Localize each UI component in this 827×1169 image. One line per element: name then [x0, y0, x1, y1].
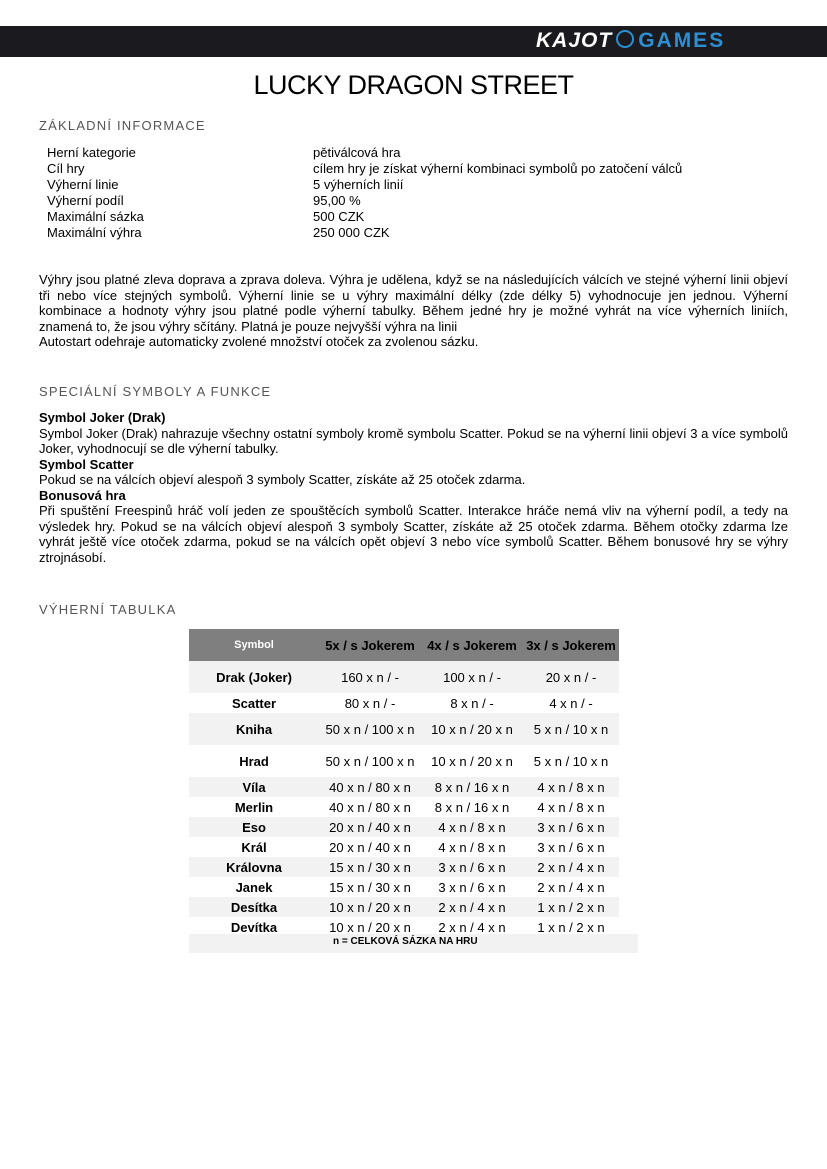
payout-cell: 20 x n / - [523, 661, 619, 693]
payout-cell: 2 x n / 4 x n [537, 879, 605, 895]
payout-cell: 10 x n / 20 x n [431, 753, 513, 769]
info-label: Herní kategorie [47, 145, 136, 160]
info-value: pětiválcová hra [313, 145, 401, 160]
payout-cell: 160 x n / - [319, 661, 421, 693]
payout-cell: 50 x n / 100 x n [319, 713, 421, 745]
payout-cell: 3 x n / 6 x n [438, 879, 506, 895]
payout-cell: 1 x n / 2 x n [537, 919, 605, 935]
symbol-cell: Hrad [239, 753, 269, 769]
info-row [47, 225, 682, 241]
info-row [47, 193, 682, 209]
table-row [189, 897, 619, 917]
info-row [47, 177, 682, 193]
page-title: LUCKY DRAGON STREET [253, 70, 574, 100]
symbol-cell: Eso [189, 817, 319, 837]
section-special-heading: SPECIÁLNÍ SYMBOLY A FUNKCE [39, 384, 272, 399]
info-value: 5 výherních linií [313, 177, 404, 192]
table-row [189, 817, 619, 837]
symbol-cell: Drak (Joker) [189, 661, 319, 693]
payout-cell: 2 x n / 4 x n [421, 897, 523, 917]
payout-cell: 40 x n / 80 x n [329, 799, 411, 815]
payout-cell: 3 x n / 6 x n [523, 817, 619, 837]
symbol-cell: Devítka [230, 919, 278, 935]
symbol-cell: Víla [189, 777, 319, 797]
payout-cell: 80 x n / - [344, 695, 396, 711]
symbol-cell: Merlin [234, 799, 274, 815]
payout-cell: 1 x n / 2 x n [523, 897, 619, 917]
payout-cell: 10 x n / 20 x n [329, 919, 411, 935]
special-text: Při spuštění Freespinů hráč volí jeden ze spouštěcích symbolů Scatter. Interakce hráče nemá vliv na výherní podíl, a tedy na výsledek hry. Pokud se na válcích objeví alespoň 3 symboly Scatter, získáte až 25 otoček zdarma. Během otočky zdarma lze vyhrát ještě více otoček zdarma, pokud se na válcích opět objeví 3 nebo více symbolů Scatter. Během bonusové hry se výhry ztrojnásobí. [39, 503, 788, 565]
payout-cell: 10 x n / 20 x n [319, 897, 421, 917]
rules-paragraph: Výhry jsou platné zleva doprava a zprava doleva. Výhra je udělena, když se na následujících válcích ve stejné výherní linii objeví tři nebo více stejných symbolů. Výherní linie se u výhry maximální délky (zde délky 5) vyhodnocuje jen jednou. Výherní kombinace a hodnoty výhry jsou platné podle výherní tabulky. Během jedné hry je možné vyhrát na více výherních liniích, znamená to, že jsou výhry sčítány. Platná je pouze nejvyšší výhra na linii [39, 272, 788, 334]
paytable-footnote [189, 934, 638, 953]
payout-cell: 4 x n / 8 x n [421, 817, 523, 837]
payout-cell: 100 x n / - [421, 661, 523, 693]
info-row [47, 209, 682, 225]
payout-cell: 10 x n / 20 x n [421, 713, 523, 745]
footnote-text: n = CELKOVÁ SÁZKA NA HRU [333, 936, 478, 947]
table-row [189, 837, 619, 857]
payout-cell: 5 x n / 10 x n [523, 713, 619, 745]
logo-text: KAJOT [536, 29, 613, 52]
rules-text [39, 272, 788, 350]
info-row [47, 145, 682, 161]
table-row [189, 745, 619, 777]
basic-info-list [47, 145, 682, 241]
special-symbols [39, 410, 788, 565]
info-value: 95,00 % [313, 193, 361, 208]
special-text: Symbol Joker (Drak) nahrazuje všechny ostatní symboly kromě symbolu Scatter. Pokud se na výherní linii objeví 3 a více symbolů Joker, vyhodnocují se dle výherní tabulky. [39, 425, 788, 456]
info-label: Výherní podíl [47, 193, 124, 208]
info-value: cílem hry je získat výherní kombinaci symbolů po zatočení válců [313, 161, 683, 176]
table-row [189, 797, 619, 817]
info-label: Maximální sázka [47, 209, 144, 224]
payout-cell: 50 x n / 100 x n [325, 753, 415, 769]
payout-cell: 15 x n / 30 x n [329, 879, 411, 895]
symbol-cell: Janek [235, 879, 273, 895]
info-row [47, 161, 682, 177]
symbol-cell: Kniha [189, 713, 319, 745]
symbol-cell: Desítka [189, 897, 319, 917]
globe-icon [616, 30, 634, 48]
info-label: Maximální výhra [47, 225, 142, 240]
payout-cell: 8 x n / - [450, 695, 494, 711]
table-row [189, 713, 619, 745]
payout-cell: 8 x n / 16 x n [421, 777, 523, 797]
symbol-cell: Královna [189, 857, 319, 877]
payout-cell: 4 x n / 8 x n [537, 799, 605, 815]
info-label: Cíl hry [47, 161, 85, 176]
info-label: Výherní linie [47, 177, 119, 192]
payout-cell: 4 x n / 8 x n [523, 777, 619, 797]
rules-paragraph: Autostart odehraje automaticky zvolené množství otoček za zvolenou sázku. [39, 334, 479, 349]
header-symbol: Symbol [189, 629, 319, 661]
payout-cell: 2 x n / 4 x n [438, 919, 506, 935]
paytable [189, 629, 619, 937]
table-row [189, 857, 619, 877]
table-row [189, 693, 619, 713]
payout-cell: 15 x n / 30 x n [319, 857, 421, 877]
payout-cell: 2 x n / 4 x n [523, 857, 619, 877]
info-value: 250 000 CZK [313, 225, 390, 240]
payout-cell: 5 x n / 10 x n [533, 753, 609, 769]
symbol-cell: Scatter [231, 695, 277, 711]
special-title: Bonusová hra [39, 487, 126, 503]
special-title: Symbol Joker (Drak) [39, 410, 166, 425]
header-3x: 3x / s Jokerem [523, 629, 619, 661]
payout-cell: 20 x n / 40 x n [319, 817, 421, 837]
payout-cell: 40 x n / 80 x n [319, 777, 421, 797]
section-basic-heading: ZÁKLADNÍ INFORMACE [39, 118, 206, 133]
table-row [189, 661, 619, 693]
payout-cell: 4 x n / - [549, 695, 593, 711]
kajot-games-logo [536, 29, 725, 53]
info-value: 500 CZK [313, 209, 365, 224]
special-text: Pokud se na válcích objeví alespoň 3 symboly Scatter, získáte až 25 otoček zdarma. [39, 472, 526, 487]
logo-suffix: GAMES [638, 29, 726, 52]
header-5x: 5x / s Jokerem [319, 629, 421, 661]
payout-cell: 3 x n / 6 x n [537, 839, 605, 855]
section-paytable-heading: VÝHERNÍ TABULKA [39, 602, 177, 617]
symbol-cell: Král [241, 839, 267, 855]
payout-cell: 3 x n / 6 x n [421, 857, 523, 877]
special-title: Symbol Scatter [39, 456, 134, 472]
payout-cell: 8 x n / 16 x n [434, 799, 510, 815]
header-bar [0, 26, 827, 57]
header-4x: 4x / s Jokerem [421, 629, 523, 661]
table-row [189, 777, 619, 797]
payout-cell: 20 x n / 40 x n [329, 839, 411, 855]
table-row [189, 877, 619, 897]
payout-cell: 4 x n / 8 x n [438, 839, 506, 855]
